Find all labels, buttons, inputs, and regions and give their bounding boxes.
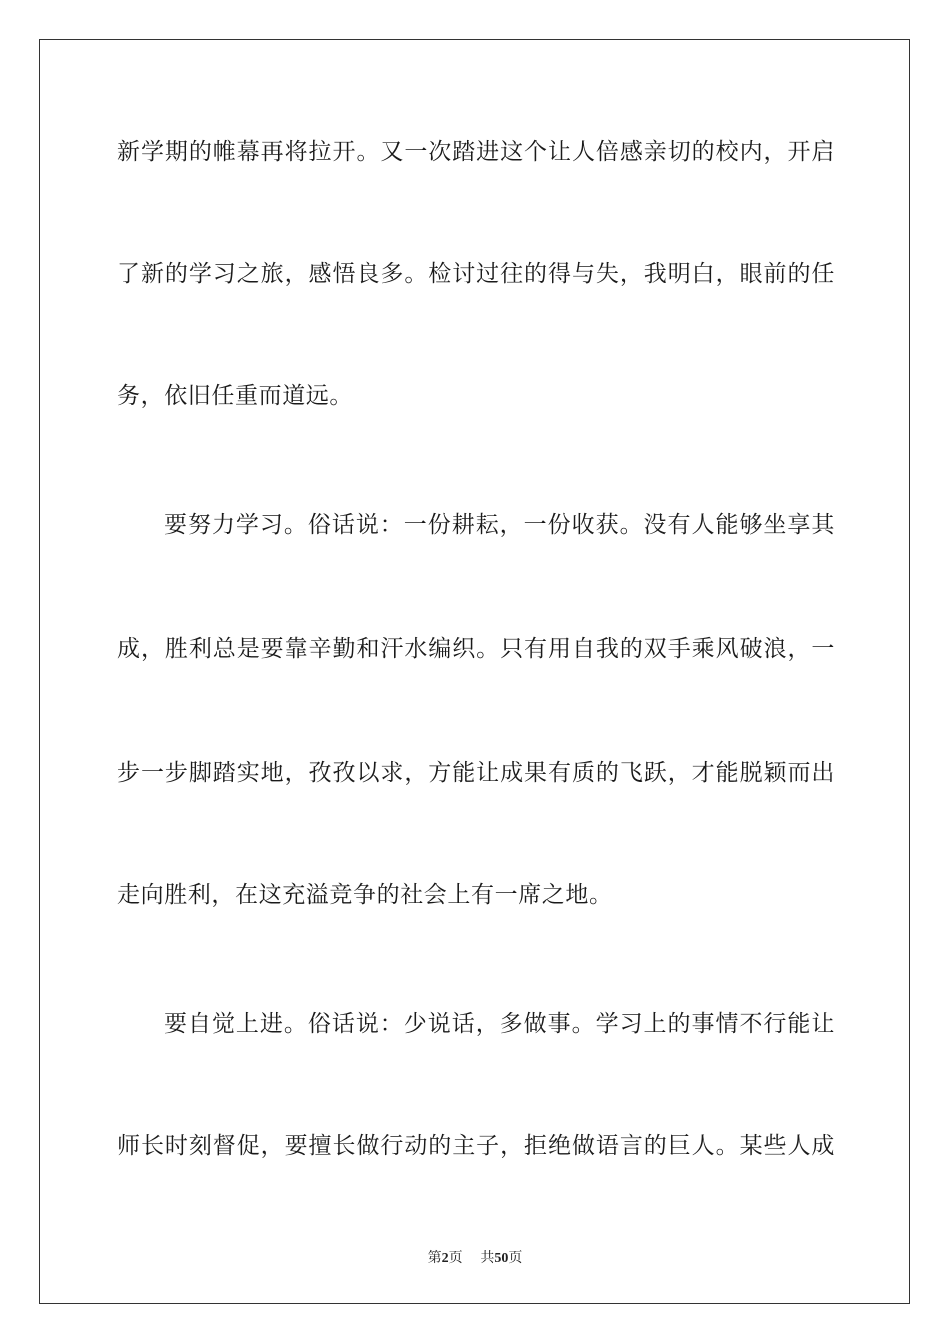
paragraph-1-line-3: 务，依旧任重而道远。 <box>117 383 353 409</box>
page-footer <box>0 1249 950 1268</box>
page-suffix: 页 <box>448 1250 463 1266</box>
total-pages: 50 <box>494 1251 509 1266</box>
paragraph-2-line-1: 要努力学习。俗话说：一份耕耘，一份收获。没有人能够坐享其 <box>164 512 835 538</box>
total-prefix: 共 <box>480 1250 495 1266</box>
paragraph-3-line-2: 师长时刻督促，要擅长做行动的主子，拒绝做语言的巨人。某些人成 <box>117 1133 835 1159</box>
paragraph-1-line-1: 新学期的帷幕再将拉开。又一次踏进这个让人倍感亲切的校内，开启 <box>117 139 835 165</box>
paragraph-2-line-2: 成，胜利总是要靠辛勤和汗水编织。只有用自我的双手乘风破浪，一 <box>117 636 835 662</box>
page-border <box>39 39 910 1304</box>
paragraph-2-line-4: 走向胜利，在这充溢竞争的社会上有一席之地。 <box>117 882 613 908</box>
paragraph-3-line-1: 要自觉上进。俗话说：少说话，多做事。学习上的事情不行能让 <box>164 1011 835 1037</box>
page-number: 2 <box>441 1251 449 1266</box>
page-prefix: 第 <box>427 1250 442 1266</box>
paragraph-1-line-2: 了新的学习之旅，感悟良多。检讨过往的得与失，我明白，眼前的任 <box>117 261 835 287</box>
total-suffix: 页 <box>508 1250 523 1266</box>
paragraph-2-line-3: 步一步脚踏实地，孜孜以求，方能让成果有质的飞跃，才能脱颖而出 <box>117 760 835 786</box>
